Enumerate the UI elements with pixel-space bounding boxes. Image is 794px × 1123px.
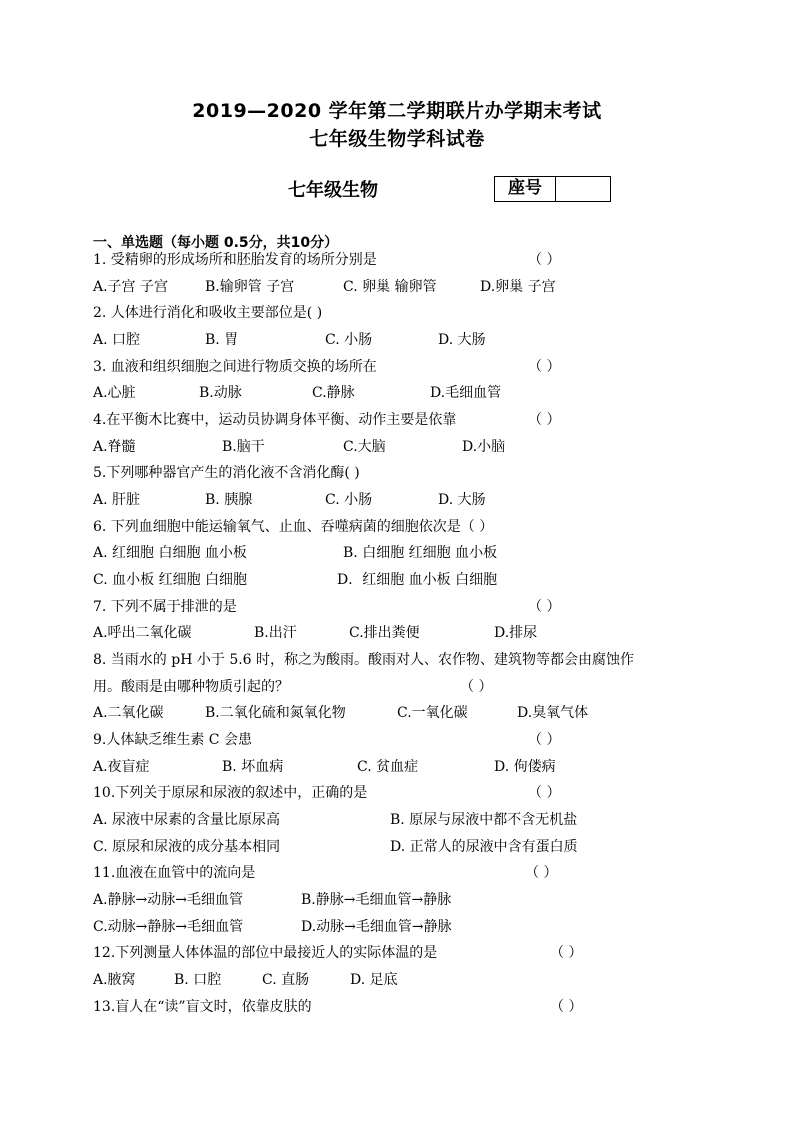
question-line: 10.下列关于原尿和尿液的叙述中，正确的是 <box>93 785 368 801</box>
question-segment: B. 坏血病 <box>222 759 284 775</box>
question-segment: D.毛细血管 <box>430 385 502 401</box>
question-segment: D.小脑 <box>462 439 506 455</box>
question-line: 5.下列哪种器官产生的消化液不含消化酶( ) <box>93 465 360 481</box>
question-segment: （ ） <box>528 599 561 615</box>
question-segment: B.二氧化硫和氮氧化物 <box>205 705 346 721</box>
question-line: 2. 人体进行消化和吸收主要部位是( ) <box>93 305 323 321</box>
question-segment: C. 小肠 <box>325 332 373 348</box>
question-segment: D. 佝偻病 <box>494 759 556 775</box>
question-segment: D.排尿 <box>494 625 538 641</box>
question-line: 13.盲人在“读”盲文时，依靠皮肤的 <box>93 999 312 1015</box>
question-segment: C. 直肠 <box>262 972 310 988</box>
question-segment: B.输卵管 子宫 <box>205 279 295 295</box>
question-segment: B.脑干 <box>222 439 265 455</box>
question-line: 7. 下列不属于排泄的是 <box>93 599 237 615</box>
question-segment: （ ） <box>528 732 561 748</box>
question-line: A. 尿液中尿素的含量比原尿高 <box>93 812 281 828</box>
question-line: A. 口腔 <box>93 332 141 348</box>
question-segment: B.动脉 <box>199 385 242 401</box>
question-line: 3. 血液和组织细胞之间进行物质交换的场所在 <box>93 359 377 375</box>
question-line: 12.下列测量人体体温的部位中最接近人的实际体温的是 <box>93 945 438 961</box>
question-line: 4.在平衡木比赛中，运动员协调身体平衡、动作主要是依靠 <box>93 412 457 428</box>
question-segment: C.大脑 <box>343 439 386 455</box>
question-line: 6. 下列血细胞中能运输氧气、止血、吞噬病菌的细胞依次是（ ） <box>93 519 494 535</box>
seat-number-label: 座号 <box>495 177 556 201</box>
question-line: C. 血小板 红细胞 白细胞 <box>93 572 248 588</box>
question-segment: B. 原尿与尿液中都不含无机盐 <box>390 812 578 828</box>
question-line: A.腋窝 <box>93 972 136 988</box>
question-segment: D. 大肠 <box>438 492 486 508</box>
subject-label: 七年级生物 <box>288 180 378 201</box>
question-segment: D.动脉→毛细血管→静脉 <box>301 919 452 935</box>
question-line: 1. 受精卵的形成场所和胚胎发育的场所分别是 <box>93 252 377 268</box>
question-line: A.二氧化碳 <box>93 705 164 721</box>
question-segment: C. 小肠 <box>325 492 373 508</box>
question-segment: D.卵巢 子宫 <box>480 279 556 295</box>
question-segment: B.出汗 <box>254 625 297 641</box>
question-line: A.夜盲症 <box>93 759 150 775</box>
question-segment: D. 大肠 <box>438 332 486 348</box>
question-line: A.子宫 子宫 <box>93 279 169 295</box>
question-line: C. 原尿和尿液的成分基本相同 <box>93 839 281 855</box>
question-segment: D. 正常人的尿液中含有蛋白质 <box>390 839 578 855</box>
question-line: A.心脏 <box>93 385 136 401</box>
question-segment: B. 口腔 <box>174 972 222 988</box>
question-segment: B.静脉→毛细血管→静脉 <box>301 892 452 908</box>
question-line: 8. 当雨水的 pH 小于 5.6 时，称之为酸雨。酸雨对人、农作物、建筑物等都会由腐蚀作 <box>93 652 635 668</box>
question-segment: D．红细胞 血小板 白细胞 <box>337 572 498 588</box>
question-segment: D.臭氧气体 <box>517 705 589 721</box>
question-segment: （ ） <box>525 865 558 881</box>
question-segment: D. 足底 <box>350 972 398 988</box>
question-segment: B. 白细胞 红细胞 血小板 <box>343 545 498 561</box>
question-line: 用。酸雨是由哪种物质引起的？ <box>93 679 289 695</box>
question-segment: C.一氧化碳 <box>397 705 468 721</box>
question-line: A.呼出二氧化碳 <box>93 625 192 641</box>
question-line: 11.血液在血管中的流向是 <box>93 865 256 881</box>
question-segment: C. 贫血症 <box>357 759 419 775</box>
question-segment: C. 卵巢 输卵管 <box>343 279 437 295</box>
question-line: A.静脉→动脉→毛细血管 <box>93 892 244 908</box>
section-title: 一、单选题（每小题 0.5分，共10分） <box>93 235 339 251</box>
question-segment: C.静脉 <box>312 385 355 401</box>
question-segment: （ ） <box>550 999 583 1015</box>
question-segment: （ ） <box>528 412 561 428</box>
question-line: 9.人体缺乏维生素 C 会患 <box>93 732 252 748</box>
question-segment: （ ） <box>550 945 583 961</box>
question-segment: （ ） <box>528 785 561 801</box>
question-segment: （ ） <box>528 252 561 268</box>
question-line: A. 红细胞 白细胞 血小板 <box>93 545 247 561</box>
question-line: A. 肝脏 <box>93 492 141 508</box>
question-line: A.脊髓 <box>93 439 136 455</box>
question-segment: C.排出粪便 <box>349 625 420 641</box>
question-segment: （ ） <box>528 359 561 375</box>
question-segment: （ ） <box>460 679 493 695</box>
exam-title-line1: 2019—2020 学年第二学期联片办学期末考试 <box>192 100 602 122</box>
question-segment: B. 胰腺 <box>205 492 253 508</box>
question-line: C.动脉→静脉→毛细血管 <box>93 919 244 935</box>
exam-title-line2: 七年级生物学科试卷 <box>309 128 485 150</box>
question-segment: B. 胃 <box>205 332 239 348</box>
